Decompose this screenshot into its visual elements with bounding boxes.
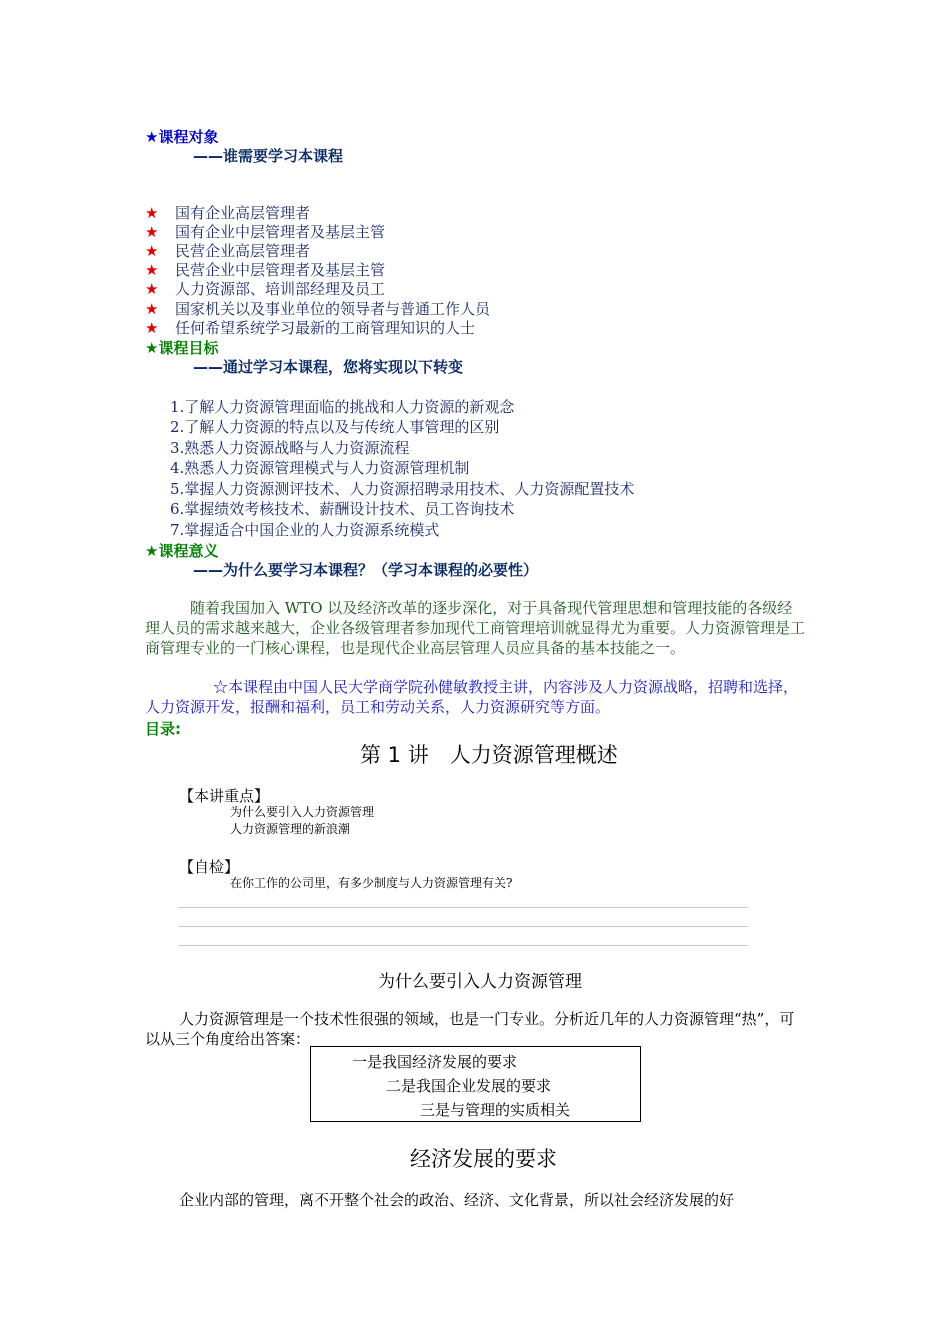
- focus-item: 人力资源管理的新浪潮: [230, 822, 351, 836]
- check-label: 【自检】: [179, 858, 240, 876]
- list-item: ★ 国有企业中层管理者及基层主管: [145, 223, 386, 241]
- list-item: ★ 人力资源部、培训部经理及员工: [145, 280, 386, 298]
- significance-subheading: ——为什么要学习本课程？（学习本课程的必要性）: [193, 561, 539, 579]
- goals-heading: ★课程目标: [145, 339, 219, 357]
- audience-heading: ★课程对象: [145, 128, 219, 146]
- significance-note: ☆本课程由中国人民大学商学院孙健敏教授主讲，内容涉及人力资源战略，招聘和选择，人力资源开发，报酬和福利，员工和劳动关系，人力资源研究等方面。: [145, 678, 799, 716]
- check-question: 在你工作的公司里，有多少制度与人力资源管理有关?: [230, 876, 513, 890]
- toc-label: 目录:: [145, 720, 181, 738]
- list-item: 3.熟悉人力资源战略与人力资源流程: [170, 439, 410, 457]
- audience-subheading: ——谁需要学习本课程: [193, 147, 344, 165]
- list-item: 2.了解人力资源的特点以及与传统人事管理的区别: [170, 418, 500, 436]
- significance-paragraph: 随着我国加入 WTO 以及经济改革的逐步深化，对于具备现代管理思想和管理技能的各级经理人员的需求越来越大，企业各级管理者参加现代工商管理培训就显得尤为重要。人力资源管理是工商管理专业的一门核心课程，也是现代企业高层管理人员应具备的基本技能之一。: [145, 599, 806, 657]
- star-icon: ★: [145, 261, 159, 279]
- answer-line: [178, 926, 748, 927]
- star-icon: ★: [145, 280, 159, 298]
- box-item: 一是我国经济发展的要求: [352, 1053, 518, 1071]
- section-why-title: 为什么要引入人力资源管理: [378, 972, 582, 992]
- list-item: 1.了解人力资源管理面临的挑战和人力资源的新观念: [170, 398, 515, 416]
- section-econ-paragraph: 企业内部的管理，离不开整个社会的政治、经济、文化背景，所以社会经济发展的好: [179, 1191, 735, 1209]
- list-item: ★ 民营企业中层管理者及基层主管: [145, 261, 386, 279]
- star-icon: ★: [145, 204, 159, 222]
- answer-line: [178, 907, 748, 908]
- star-icon: ★: [145, 242, 159, 260]
- section-econ-title: 经济发展的要求: [410, 1147, 557, 1171]
- list-item: 5.掌握人力资源测评技术、人力资源招聘录用技术、人力资源配置技术: [170, 480, 635, 498]
- list-item: 7.掌握适合中国企业的人力资源系统模式: [170, 521, 440, 539]
- star-icon: ★: [145, 319, 159, 337]
- list-item: 4.熟悉人力资源管理模式与人力资源管理机制: [170, 459, 470, 477]
- goals-subheading: ——通过学习本课程，您将实现以下转变: [193, 358, 464, 376]
- section-why-paragraph: 人力资源管理是一个技术性很强的领域，也是一门专业。分析近几年的人力资源管理“热”，可以从三个角度给出答案：: [145, 1010, 795, 1048]
- focus-label: 【本讲重点】: [179, 787, 270, 805]
- list-item: ★ 民营企业高层管理者: [145, 242, 311, 260]
- list-item: ★ 国家机关以及事业单位的领导者与普通工作人员: [145, 300, 491, 318]
- lecture-title: 第 1 讲 人力资源管理概述: [360, 743, 618, 767]
- list-item: 6.掌握绩效考核技术、薪酬设计技术、员工咨询技术: [170, 500, 515, 518]
- significance-heading: ★课程意义: [145, 542, 219, 560]
- answer-line: [178, 945, 748, 946]
- star-icon: ★: [145, 300, 159, 318]
- focus-item: 为什么要引入人力资源管理: [230, 805, 375, 819]
- box-item: 二是我国企业发展的要求: [386, 1077, 552, 1095]
- list-item: ★ 任何希望系统学习最新的工商管理知识的人士: [145, 319, 476, 337]
- list-item: ★ 国有企业高层管理者: [145, 204, 311, 222]
- star-icon: ★: [145, 223, 159, 241]
- box-item: 三是与管理的实质相关: [420, 1101, 571, 1119]
